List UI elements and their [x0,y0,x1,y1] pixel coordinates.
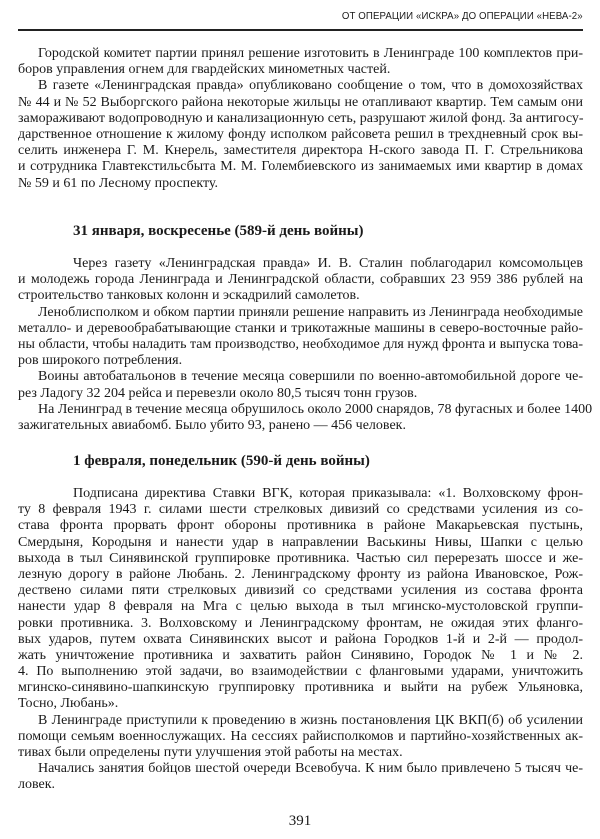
text-line: ров широкого потребления. [18,353,183,369]
text-line: тивах были определены пути улучшения этой работы на местах. [18,745,403,760]
text-line: ловек. [18,777,56,793]
text-line: Начались занятия бойцов шестой очереди Всевобуча. К ним было привлечено 5 тысяч че- [38,761,583,777]
paragraph [18,486,583,713]
text-line: Подписана директива Ставки ВГК, которая приказывала: «1. Волховскому фрон- [73,486,583,501]
section-feb1 [18,486,583,794]
text-line: ровки противника. 3. Волховскому и Ленинградскому фронтам, не ожидая этих фланго- [18,615,583,631]
section-heading-feb1: 1 февраля, понедельник (590-й день войны) [73,453,370,469]
text-line: дарственное отношение к жилому фонду исполком райсовета решил в трехдневный срок вы- [18,126,583,142]
text-line: ту 8 февраля 1943 г. силами шести стрелковых дивизий со средствами усиления из со- [18,502,583,518]
paragraph [18,761,583,793]
text-line: строительство танковых колонн и эскадрилий самолетов. [18,288,360,304]
text-line: зажигательных авиабомб. Было убито 93, ранено — 456 человек. [18,417,406,433]
text-line: Леноблисполком и обком партии приняли решение направить из Ленинграда необходимые [38,304,583,320]
text-line: В Ленинграде приступили к проведению в жизнь постановления ЦК ВКП(б) об усилении [38,712,583,728]
paragraph [18,46,583,78]
text-line: и сотрудника Главтекстильсбыта М. М. Голембиевского из занимаемых ими квартир в домах [18,159,583,175]
text-line: ны области, чтобы наладить там производство, необходимое для нужд фронта и выпуска това- [18,336,583,352]
text-line: мгинско-синявино-шапкинскую группировку противника и выйти на рубеж Ульяновка, [18,680,583,696]
text-line: вых ударов, путем охвата Синявинских высот и района Городков 1-й и 2-й — продол- [18,631,583,647]
text-line: Смердыня, Кородыня и нанести удар в направлении Васькины Нивы, Шапки с целью [18,534,583,550]
text-line: селить инженера Г. М. Кнерель, заместителя директора Н-ского завода П. Г. Стрельникова [18,143,583,159]
text-line: боров управления огнем для гвардейских минометных частей. [18,62,391,78]
text-line: выхода в тыл Синявинской группировке противника. Частью сил перерезать шоссе и же- [18,550,583,566]
text-line: нанести удар 8 февраля на Мга с целью выхода в тыл мгинско-мустоловской группи- [18,599,583,615]
text-line: става фронта прорвать фронт обороны противника в районе Макарьевская пустынь, [18,518,583,534]
text-line: Тосно, Любань». [18,696,119,712]
text-line: 4. По выполнению этой задачи, во взаимодействии с фланговыми ударами, уничтожить [18,664,583,680]
text-line: Через газету «Ленинградская правда» И. В. Сталин поблагодарил комсомольцев [73,256,583,271]
text-line: замораживают водопроводную и канализационную сеть, разрушают жилой фонд. За антигосу- [18,110,584,126]
text-line: № 59 и 61 по Лесному проспекту. [18,175,219,191]
text-line: Городской комитет партии принял решение изготовить в Ленинграде 100 комплектов при- [38,46,583,61]
page-number: 391 [288,813,312,829]
paragraph [18,256,583,305]
section-heading-jan31: 31 января, воскресенье (589-й день войны) [73,223,364,239]
paragraph [18,305,583,370]
text-line: металло- и деревообрабатывающие станки и трикотажные машины в северо-восточные райо- [18,320,583,336]
text-line: № 44 и № 52 Выборгского района некоторые жильцы не отапливают квартир. Тем самым они [18,94,583,110]
text-line: В газете «Ленинградская правда» опубликовано сообщение о том, что в домохозяйствах [38,78,583,94]
text-line: Воины автобатальонов в течение месяца совершили по военно-автомобильной дороге че- [38,369,583,385]
text-line: рез Ладогу 32 204 рейса и перевезли около 80,5 тысяч тонн грузов. [18,385,418,401]
text-line: помощи семьям военнослужащих. На сессиях райисполкомов и партийно-хозяйственных ак- [18,728,583,744]
running-head: ОТ ОПЕРАЦИИ «ИСКРА» ДО ОПЕРАЦИИ «НЕВА-2» [342,10,583,22]
paragraph [18,369,583,401]
text-line: На Ленинград в течение месяца обрушилось около 2000 снарядов, 78 фугасных и более 1400 [38,401,593,417]
text-line: дествено силами пяти стрелковых дивизий со средствами усиления из состава фронта [18,583,583,599]
section-jan31 [18,256,593,434]
paragraph [18,78,583,191]
section-intro [18,46,583,192]
text-line: жать уничтожение противника и захватить район Синявино, Городок № 1 и № 2. [18,647,583,663]
text-line: лезную дорогу в районе Любань. 2. Ленинградскому фронту из района Ивановское, Рож- [18,566,583,582]
header-rule [18,29,583,31]
paragraph [18,713,583,762]
paragraph [18,401,593,434]
text-line: и молодежь города Ленинграда и Ленинградской области, собравших 23 959 386 рублей на [18,272,583,288]
